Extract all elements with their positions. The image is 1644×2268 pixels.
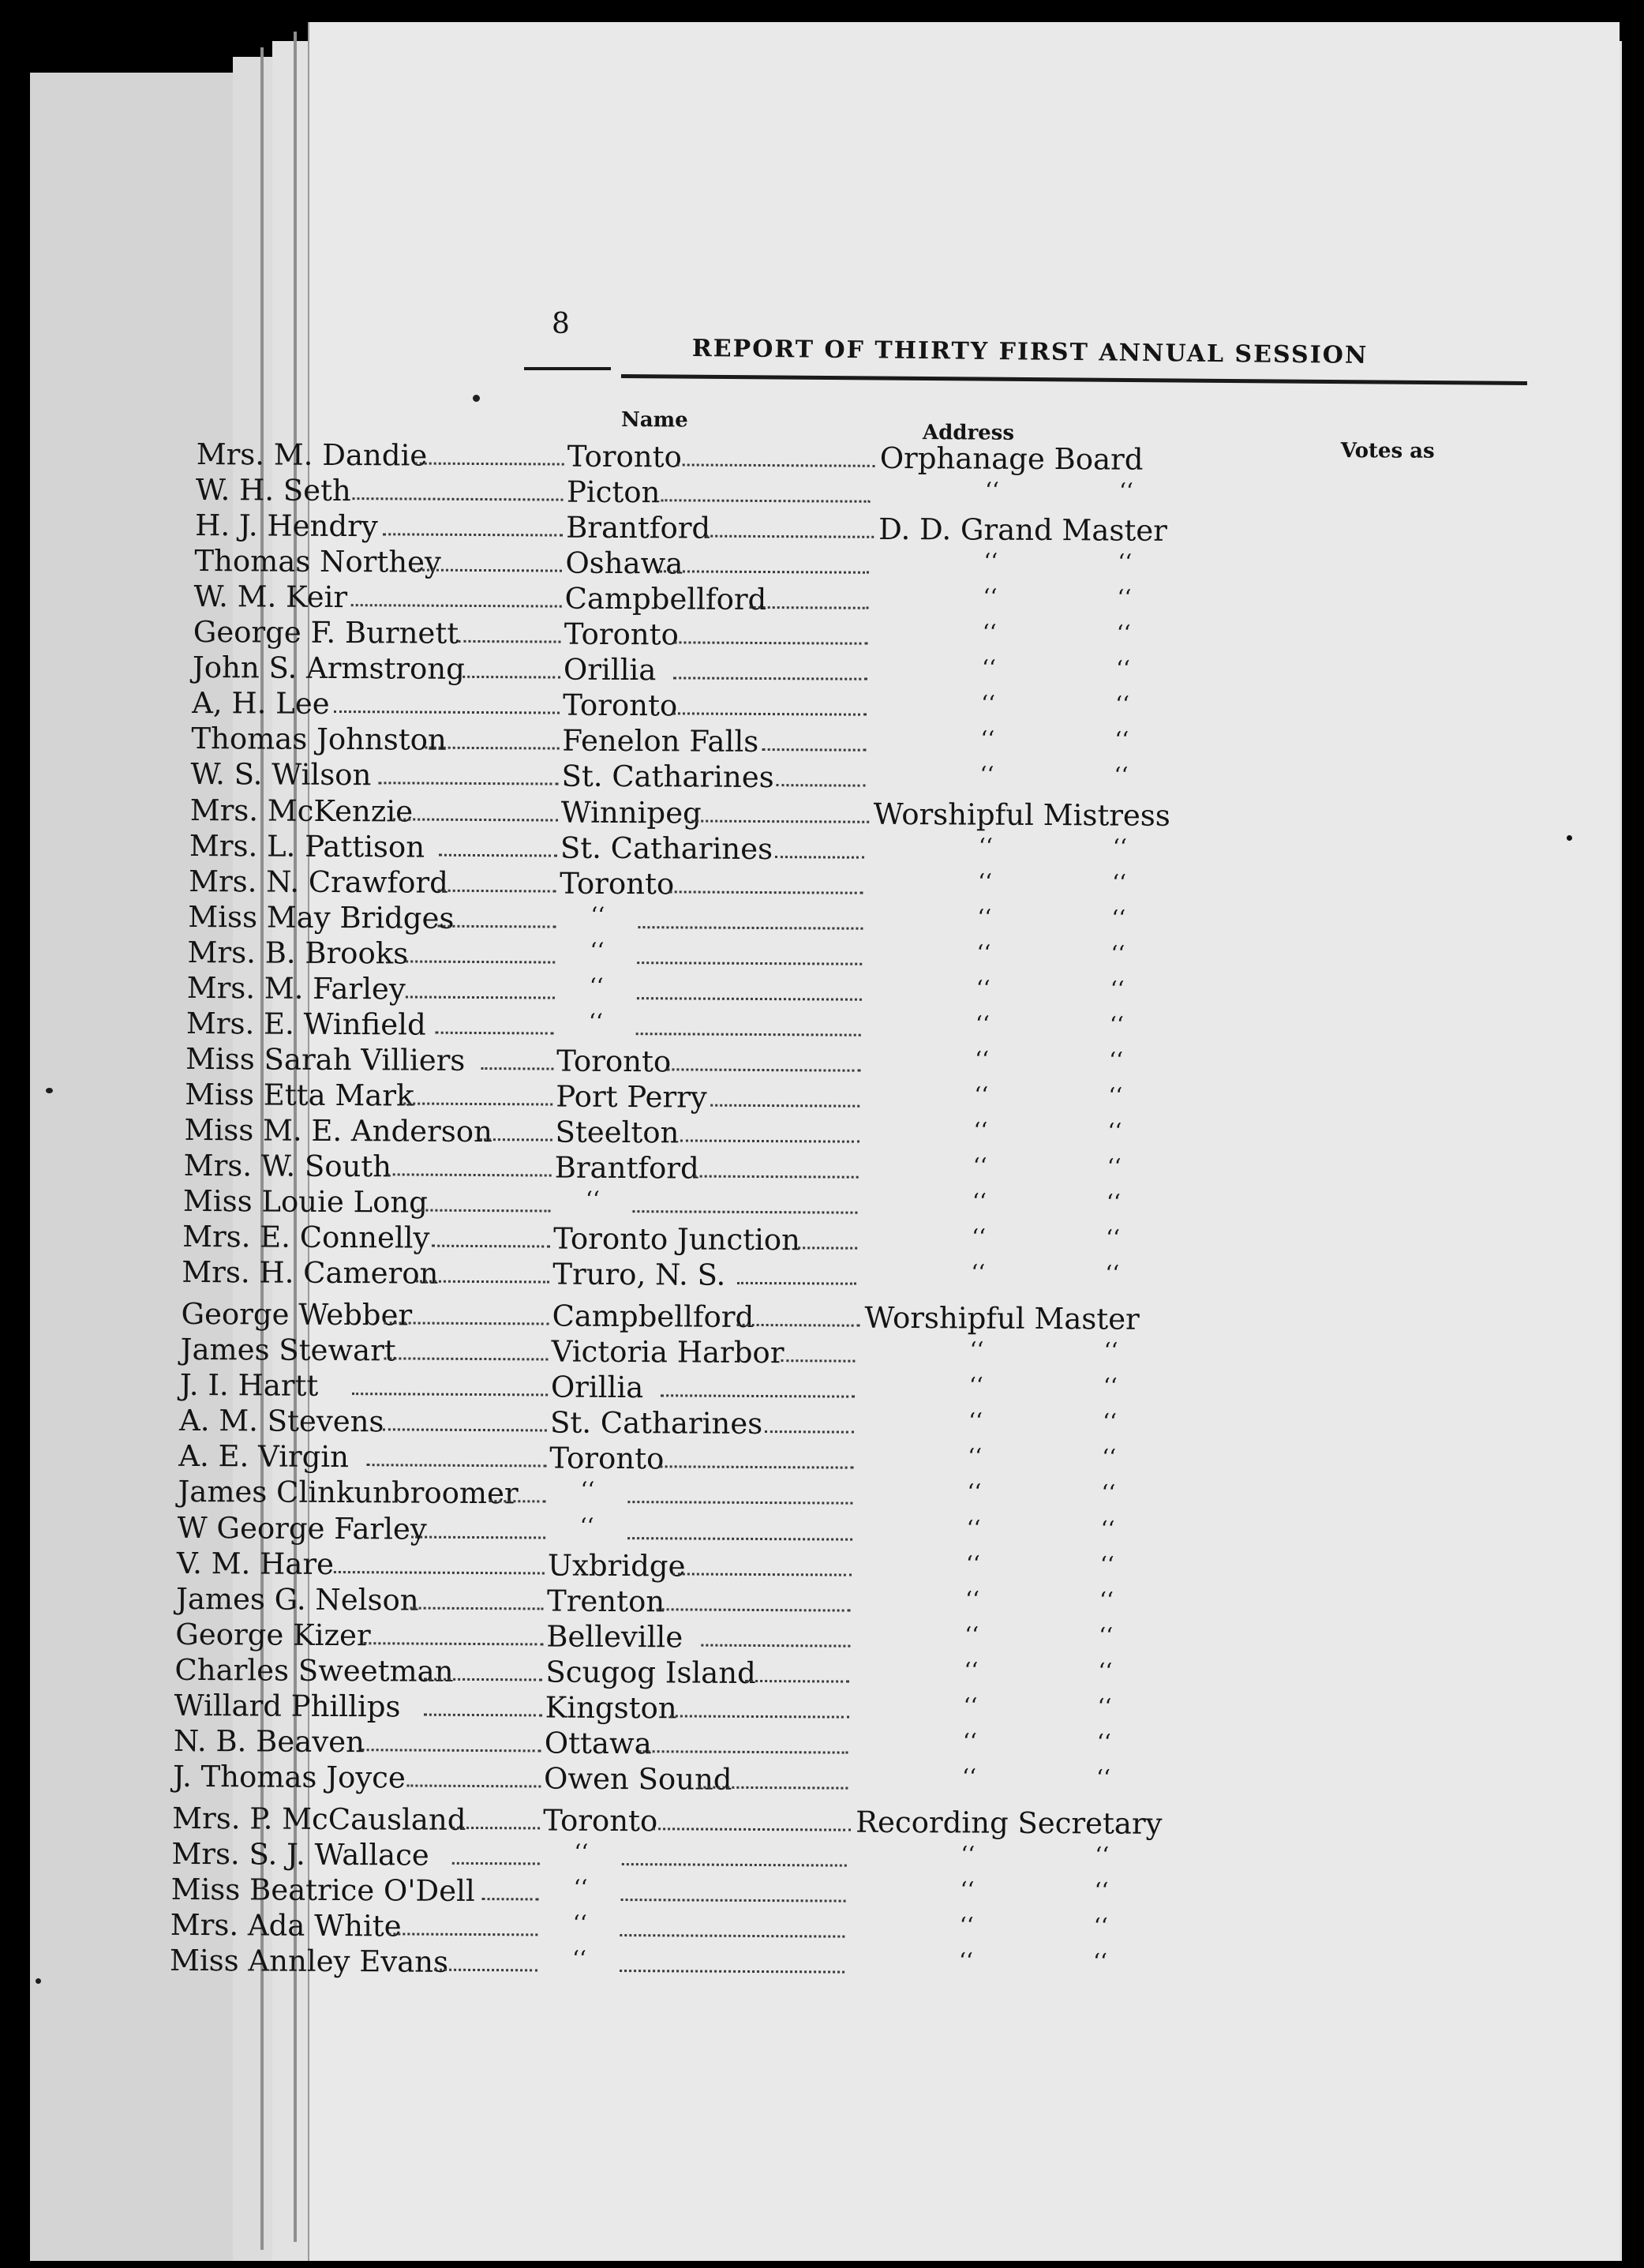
member-address: Uxbridge	[547, 1548, 686, 1584]
list-row	[174, 1724, 1279, 1765]
dot-leader	[657, 1608, 851, 1611]
votes-ditto: ‘‘	[1103, 1408, 1118, 1435]
member-address: ‘‘	[574, 1839, 589, 1865]
votes-ditto: ‘‘	[1106, 1189, 1121, 1216]
member-address: Truro, N. S.	[552, 1257, 726, 1292]
member-address: Trenton	[546, 1584, 665, 1618]
member-name: Mrs. E. Winfield	[185, 1006, 426, 1042]
member-address: Fenelon Falls	[562, 723, 759, 759]
member-address: ‘‘	[572, 1910, 587, 1936]
member-name: Mrs. P. McCausland	[172, 1801, 466, 1837]
member-name: Thomas Northey	[194, 544, 442, 579]
votes-ditto: ‘‘	[1115, 691, 1130, 718]
votes-ditto: ‘‘	[1109, 1011, 1124, 1038]
list-row	[174, 1689, 1279, 1730]
votes-ditto: ‘‘	[1115, 655, 1130, 682]
dot-leader	[659, 1466, 853, 1469]
dot-leader	[736, 1324, 859, 1327]
votes-ditto: ‘‘	[1108, 1082, 1123, 1109]
votes-ditto: ‘‘	[1110, 976, 1125, 1003]
member-address: Campbellford	[564, 581, 767, 617]
votes-ditto: ‘‘	[1118, 549, 1133, 575]
dot-leader	[798, 1246, 857, 1249]
votes-ditto: ‘‘	[976, 975, 991, 1002]
list-row	[173, 1760, 1278, 1801]
member-address: Scugog Island	[545, 1655, 756, 1690]
votes-ditto: ‘‘	[1112, 869, 1127, 896]
member-address: Ottawa	[544, 1726, 652, 1761]
dot-leader	[366, 1464, 546, 1468]
votes-ditto: ‘‘	[1111, 905, 1126, 932]
member-name: Miss May Bridges	[188, 899, 455, 935]
list-row	[181, 1333, 1286, 1374]
votes-ditto: ‘‘	[984, 477, 999, 504]
dot-leader	[660, 570, 869, 573]
dot-leader	[677, 463, 875, 467]
votes-ditto: ‘‘	[983, 583, 998, 610]
list-row	[193, 650, 1298, 692]
list-row	[193, 615, 1298, 656]
votes-ditto: ‘‘	[961, 1841, 976, 1868]
dot-leader	[451, 1862, 539, 1865]
dot-leader	[661, 1395, 855, 1398]
dot-leader	[777, 785, 866, 788]
dot-leader	[406, 995, 555, 999]
dot-leader	[621, 1863, 846, 1867]
dot-leader	[458, 640, 561, 643]
member-name: Miss Etta Mark	[185, 1077, 414, 1113]
votes-ditto: ‘‘	[977, 904, 992, 931]
member-name: W. S. Wilson	[190, 757, 372, 793]
member-address: ‘‘	[580, 1477, 595, 1504]
dot-leader	[482, 1898, 539, 1900]
votes-as: Recording Secretary	[856, 1805, 1163, 1841]
votes-ditto: ‘‘	[958, 1947, 973, 1974]
list-row	[182, 1220, 1287, 1261]
list-row	[187, 935, 1292, 977]
dot-leader	[379, 782, 559, 785]
member-name: Miss Annley Evans	[169, 1943, 449, 1979]
dot-leader	[481, 1067, 554, 1070]
dot-leader	[403, 1102, 552, 1105]
dot-leader	[438, 889, 556, 892]
dot-leader	[670, 1715, 849, 1718]
votes-as: Orphanage Board	[879, 440, 1144, 477]
dot-leader	[674, 642, 868, 645]
member-address: Steelton	[555, 1115, 680, 1150]
votes-ditto: ‘‘	[976, 939, 991, 966]
dot-leader	[393, 818, 558, 821]
dot-leader	[621, 1899, 846, 1902]
scan-speck	[36, 1978, 41, 1984]
member-name: Mrs. S. J. Wallace	[171, 1836, 429, 1873]
list-row	[178, 1439, 1283, 1480]
votes-ditto: ‘‘	[972, 1153, 987, 1179]
voter-list	[169, 0, 1435, 2268]
votes-ditto: ‘‘	[1107, 1118, 1122, 1145]
dot-leader	[627, 1537, 852, 1541]
member-name: A. E. Virgin	[178, 1439, 350, 1475]
dot-leader	[457, 676, 560, 679]
member-address: Toronto	[567, 439, 682, 474]
list-row	[192, 686, 1297, 727]
votes-ditto: ‘‘	[1100, 1515, 1115, 1543]
member-name: George Kizer	[175, 1617, 371, 1652]
votes-ditto: ‘‘	[973, 1117, 988, 1144]
dot-leader	[620, 1970, 844, 1974]
votes-ditto: ‘‘	[968, 1408, 983, 1434]
list-row	[190, 757, 1295, 798]
list-row	[170, 1944, 1275, 1985]
dot-leader	[415, 463, 564, 466]
member-name: Mrs. B. Brooks	[187, 935, 409, 971]
dot-leader	[334, 1571, 545, 1574]
dot-leader	[637, 997, 862, 1001]
list-row	[194, 544, 1299, 585]
votes-ditto: ‘‘	[1107, 1153, 1122, 1180]
votes-ditto: ‘‘	[962, 1728, 977, 1755]
votes-ditto: ‘‘	[975, 1046, 990, 1073]
dot-leader	[387, 1173, 552, 1176]
dot-leader	[680, 1139, 859, 1142]
dot-leader	[775, 856, 864, 859]
member-name: Charles Sweetman	[174, 1652, 454, 1689]
votes-ditto: ‘‘	[965, 1550, 980, 1577]
list-row	[189, 864, 1294, 905]
member-address: ‘‘	[573, 1874, 588, 1901]
dot-leader	[639, 1750, 848, 1753]
list-row	[193, 579, 1298, 620]
member-address: Belleville	[546, 1619, 683, 1655]
votes-ditto: ‘‘	[1114, 726, 1129, 753]
dot-leader	[638, 962, 863, 965]
votes-ditto: ‘‘	[1105, 1260, 1120, 1287]
votes-ditto: ‘‘	[974, 1082, 989, 1108]
member-name: James Stewart	[180, 1333, 396, 1368]
dot-leader	[383, 533, 563, 536]
member-name: Mrs. W. South	[183, 1148, 392, 1184]
votes-ditto: ‘‘	[982, 619, 997, 646]
dot-leader	[638, 926, 863, 930]
member-name: James G. Nelson	[175, 1581, 419, 1618]
member-address: Victoria Harbor	[551, 1334, 785, 1370]
member-name: N. B. Beaven	[173, 1723, 365, 1760]
member-name: W. M. Keir	[193, 579, 348, 615]
member-address: Toronto Junction	[553, 1221, 801, 1258]
member-name: Mrs. L. Pattison	[189, 828, 425, 864]
votes-ditto: ‘‘	[959, 1912, 974, 1939]
member-name: John S. Armstrong	[192, 650, 466, 687]
dot-leader	[363, 1642, 543, 1645]
dot-leader	[673, 677, 867, 680]
dot-leader	[745, 1680, 849, 1683]
list-row	[183, 1184, 1288, 1225]
member-name: Mrs. H. Cameron	[182, 1255, 439, 1291]
votes-ditto: ‘‘	[1099, 1550, 1114, 1578]
dot-leader	[384, 1358, 549, 1361]
member-address: Campbellford	[552, 1299, 755, 1335]
list-row	[187, 971, 1292, 1012]
list-row	[179, 1404, 1284, 1445]
dot-leader	[351, 604, 562, 607]
list-row	[184, 1149, 1289, 1190]
dot-leader	[653, 1828, 851, 1831]
dot-leader	[406, 960, 556, 963]
member-address: Brantford	[566, 510, 711, 545]
dot-leader	[452, 1827, 540, 1830]
dot-leader	[710, 1104, 859, 1108]
votes-ditto: ‘‘	[978, 868, 993, 895]
list-row	[178, 1475, 1283, 1516]
dot-leader	[480, 1138, 552, 1141]
member-address: Oshawa	[565, 545, 683, 581]
list-row	[185, 1042, 1290, 1083]
dot-leader	[695, 1175, 859, 1179]
member-name: A. M. Stevens	[178, 1404, 384, 1439]
votes-ditto: ‘‘	[1096, 1764, 1111, 1791]
dot-leader	[353, 497, 564, 500]
member-name: George Webber	[181, 1297, 413, 1333]
votes-ditto: ‘‘	[980, 725, 995, 753]
dot-leader	[432, 1245, 550, 1248]
column-header-address: Address	[922, 421, 1015, 445]
votes-ditto: ‘‘	[981, 654, 996, 681]
list-row	[197, 437, 1301, 478]
scan-speck	[46, 1088, 53, 1093]
member-address: Kingston	[545, 1690, 677, 1726]
scan-speck	[1567, 835, 1572, 841]
member-address: ‘‘	[571, 1945, 586, 1972]
member-address: Toronto	[560, 866, 675, 901]
dot-leader	[661, 499, 871, 502]
list-row	[177, 1546, 1282, 1587]
votes-as: D. D. Grand Master	[878, 512, 1167, 548]
member-name: Mrs. N. Crawford	[189, 864, 448, 900]
votes-ditto: ‘‘	[1103, 1373, 1118, 1400]
dot-leader	[334, 710, 560, 714]
votes-ditto: ‘‘	[1117, 584, 1132, 611]
dot-leader	[437, 924, 556, 928]
votes-ditto: ‘‘	[983, 548, 998, 575]
votes-ditto: ‘‘	[969, 1336, 984, 1363]
dot-leader	[434, 1969, 537, 1972]
member-name: Thomas Johnston	[191, 722, 447, 758]
dot-leader	[701, 1644, 850, 1647]
votes-ditto: ‘‘	[963, 1693, 978, 1719]
votes-ditto: ‘‘	[1093, 1913, 1108, 1940]
list-row	[180, 1368, 1285, 1409]
list-row	[182, 1255, 1286, 1296]
member-name: Miss Sarah Villiers	[185, 1041, 466, 1078]
votes-ditto: ‘‘	[966, 1514, 981, 1542]
member-address: ‘‘	[579, 1513, 594, 1539]
votes-ditto: ‘‘	[1099, 1586, 1114, 1614]
list-row	[186, 1007, 1291, 1048]
member-address: Brantford	[554, 1150, 699, 1186]
member-name: George F. Burnett	[193, 615, 459, 651]
member-name: Mrs. M. Dandie	[196, 437, 428, 473]
votes-ditto: ‘‘	[1101, 1479, 1116, 1506]
votes-ditto: ‘‘	[979, 761, 994, 789]
dot-leader	[489, 1501, 545, 1503]
member-address: Toronto	[543, 1803, 658, 1839]
votes-ditto: ‘‘	[1106, 1224, 1121, 1251]
member-name: Mrs. E. Connelly	[182, 1220, 430, 1255]
dot-leader	[439, 853, 557, 857]
votes-ditto: ‘‘	[972, 1224, 987, 1250]
dot-leader	[666, 1068, 860, 1071]
votes-ditto: ‘‘	[1103, 1337, 1118, 1364]
votes-ditto: ‘‘	[964, 1621, 979, 1648]
member-address: St. Catharines	[560, 830, 773, 866]
votes-ditto: ‘‘	[1114, 762, 1129, 789]
dot-leader	[762, 748, 866, 752]
dot-leader	[424, 1713, 542, 1716]
votes-ditto: ‘‘	[968, 1443, 983, 1470]
votes-ditto: ‘‘	[1098, 1658, 1113, 1685]
list-row	[171, 1837, 1276, 1878]
member-name: A, H. Lee	[192, 686, 330, 722]
dot-leader	[417, 1209, 551, 1213]
member-address: ‘‘	[590, 937, 605, 964]
member-name: W. H. Seth	[195, 473, 351, 508]
member-address: St. Catharines	[561, 759, 774, 795]
dot-leader	[410, 1606, 545, 1610]
dot-leader	[686, 819, 869, 823]
list-row	[184, 1113, 1289, 1154]
dot-leader	[672, 1573, 852, 1576]
votes-ditto: ‘‘	[981, 690, 996, 717]
votes-ditto: ‘‘	[1096, 1729, 1111, 1756]
list-row	[195, 508, 1300, 549]
votes-ditto: ‘‘	[968, 1372, 983, 1399]
member-name: Mrs. M. Farley	[186, 970, 406, 1007]
votes-ditto: ‘‘	[1110, 940, 1125, 967]
dot-leader	[627, 1501, 852, 1505]
member-address: Picton	[566, 474, 661, 510]
member-name: Miss Louie Long	[182, 1183, 429, 1220]
list-row	[174, 1653, 1279, 1694]
list-row	[171, 1873, 1276, 1914]
member-name: W George Farley	[177, 1510, 427, 1546]
dot-leader	[383, 1429, 548, 1432]
dot-leader	[620, 1934, 845, 1938]
votes-ditto: ‘‘	[971, 1259, 986, 1286]
votes-ditto: ‘‘	[1095, 1842, 1110, 1869]
member-address: Toronto	[563, 688, 678, 723]
member-address: Orillia	[550, 1370, 644, 1405]
votes-ditto: ‘‘	[960, 1876, 975, 1903]
member-name: Miss Beatrice O'Dell	[170, 1872, 475, 1908]
dot-leader	[361, 1749, 541, 1752]
votes-ditto: ‘‘	[1116, 620, 1131, 647]
member-name: Willard Phillips	[174, 1688, 401, 1724]
list-row	[176, 1581, 1281, 1622]
member-address: ‘‘	[585, 1186, 600, 1213]
dot-leader	[781, 1359, 856, 1363]
dot-leader	[672, 713, 867, 716]
list-row	[190, 793, 1295, 834]
running-head: REPORT OF THIRTY FIRST ANNUAL SESSION	[691, 335, 1369, 369]
dot-leader	[389, 1932, 538, 1936]
member-address: Owen Sound	[543, 1761, 732, 1797]
votes-ditto: ‘‘	[1094, 1877, 1109, 1904]
member-address: Port Perry	[556, 1079, 707, 1115]
member-name: V. M. Hare	[176, 1546, 335, 1581]
list-row	[189, 828, 1294, 869]
list-row	[181, 1297, 1286, 1338]
dot-leader	[669, 890, 863, 894]
votes-ditto: ‘‘	[975, 1010, 990, 1037]
list-row	[172, 1801, 1277, 1843]
dot-leader	[765, 1430, 854, 1434]
list-row	[175, 1618, 1280, 1659]
member-address: Toronto	[556, 1044, 672, 1079]
dot-leader	[633, 1210, 858, 1214]
dot-leader	[407, 1784, 541, 1787]
dot-leader	[636, 1033, 861, 1037]
dot-leader	[436, 1031, 554, 1034]
member-name: Miss M. E. Anderson	[184, 1112, 492, 1149]
page-number: 8	[552, 308, 570, 340]
dot-leader	[706, 535, 874, 538]
member-name: J. Thomas Joyce	[172, 1759, 406, 1795]
votes-ditto: ‘‘	[972, 1188, 987, 1215]
dot-leader	[737, 1282, 856, 1285]
votes-ditto: ‘‘	[964, 1657, 979, 1684]
list-row	[191, 722, 1296, 763]
votes-ditto: ‘‘	[1112, 834, 1127, 860]
list-row	[170, 1908, 1275, 1949]
member-name: J. I. Hartt	[179, 1368, 319, 1404]
member-name: H. J. Hendry	[195, 508, 378, 544]
votes-as: Worshipful Mistress	[873, 797, 1170, 833]
member-name: James Clinkunbroomer	[178, 1475, 519, 1511]
dot-leader	[411, 1535, 545, 1539]
dot-leader	[352, 1393, 548, 1396]
member-address: Toronto	[549, 1441, 665, 1476]
column-header-votes-as: Votes as	[1340, 439, 1435, 463]
votes-ditto: ‘‘	[1118, 478, 1133, 504]
votes-ditto: ‘‘	[1092, 1948, 1107, 1975]
votes-ditto: ‘‘	[1102, 1444, 1117, 1471]
member-address: Toronto	[564, 617, 679, 652]
dot-leader	[750, 606, 869, 609]
votes-ditto: ‘‘	[965, 1586, 980, 1613]
member-address: Orillia	[563, 652, 657, 688]
list-row	[185, 1078, 1290, 1119]
member-address: ‘‘	[588, 1008, 603, 1035]
list-row	[188, 900, 1293, 941]
column-header-name: Name	[620, 407, 688, 433]
member-address: ‘‘	[590, 902, 605, 928]
votes-ditto: ‘‘	[962, 1764, 977, 1790]
votes-ditto: ‘‘	[1109, 1047, 1124, 1074]
votes-ditto: ‘‘	[967, 1479, 982, 1506]
member-address: Winnipeg	[560, 795, 702, 830]
member-name: Mrs. Ada White	[170, 1907, 402, 1944]
votes-ditto: ‘‘	[1097, 1693, 1112, 1720]
votes-ditto: ‘‘	[1099, 1622, 1114, 1649]
list-row	[196, 473, 1301, 514]
list-row	[178, 1510, 1283, 1551]
member-name: Mrs. McKenzie	[189, 793, 414, 829]
votes-as: Worshipful Master	[864, 1300, 1140, 1336]
votes-ditto: ‘‘	[978, 833, 993, 860]
member-address: St. Catharines	[549, 1405, 763, 1441]
member-address: ‘‘	[589, 973, 604, 999]
